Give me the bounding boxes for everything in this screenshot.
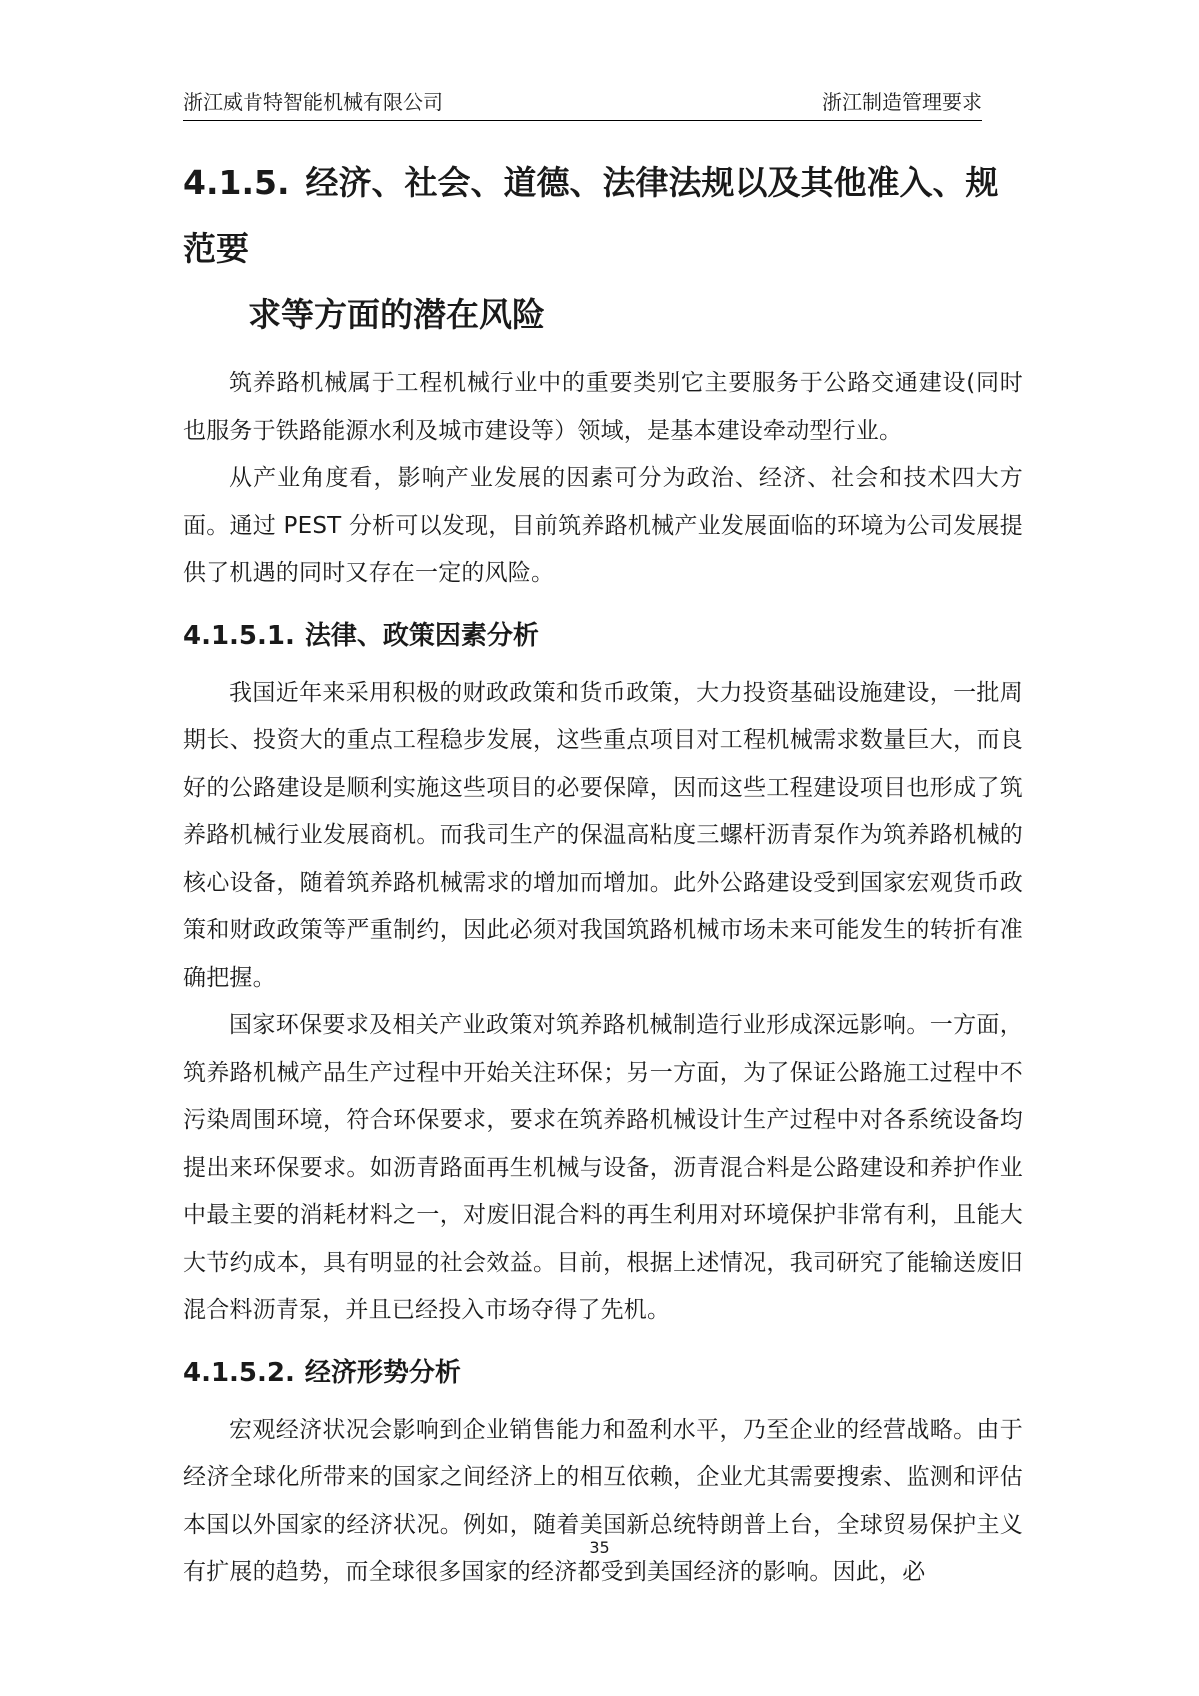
section-title-line1: 经济、社会、道德、法律法规以及其他准入、规范要 <box>183 163 999 268</box>
section-title: 法律、政策因素分析 <box>304 620 539 651</box>
section-number: 4.1.5.2. <box>183 1357 295 1388</box>
page-content <box>183 150 1023 1597</box>
header-doc-title: 浙江制造管理要求 <box>822 90 982 114</box>
section-number: 4.1.5.1. <box>183 620 295 651</box>
section-title: 经济形势分析 <box>304 1357 461 1388</box>
paragraph: 宏观经济状况会影响到企业销售能力和盈利水平，乃至企业的经营战略。由于经济全球化所带来的国家之间经济上的相互依赖，企业尤其需要搜索、监测和评估本国以外国家的经济状况。例如，随着美国新总统特朗普上台，全球贸易保护主义有扩展的趋势，而全球很多国家的经济都受到美国经济的影响。因此，必 <box>183 1416 1023 1585</box>
section-number: 4.1.5. <box>183 163 290 202</box>
section-heading-4-1-5-1 <box>183 612 1023 660</box>
page-number: 35 <box>589 1538 610 1557</box>
page-header <box>183 84 982 121</box>
header-company: 浙江威肯特智能机械有限公司 <box>183 90 443 114</box>
section-heading-4-1-5 <box>183 150 1023 348</box>
section-title-line2: 求等方面的潜在风险 <box>248 295 545 334</box>
paragraph: 国家环保要求及相关产业政策对筑养路机械制造行业形成深远影响。一方面，筑养路机械产品生产过程中开始关注环保；另一方面，为了保证公路施工过程中不污染周围环境，符合环保要求，要求在筑养路机械设计生产过程中对各系统设备均提出来环保要求。如沥青路面再生机械与设备，沥青混合料是公路建设和养护作业中最主要的消耗材料之一，对废旧混合料的再生利用对环境保护非常有利，且能大大节约成本，具有明显的社会效益。目前，根据上述情况，我司研究了能输送废旧混合料沥青泵，并且已经投入市场夺得了先机。 <box>183 1012 1023 1323</box>
section-heading-4-1-5-2 <box>183 1349 1023 1397</box>
paragraph: 从产业角度看，影响产业发展的因素可分为政治、经济、社会和技术四大方面。通过 PEST 分析可以发现，目前筑养路机械产业发展面临的环境为公司发展提供了机遇的同时又存在一定的风险。 <box>183 465 1023 586</box>
paragraph: 筑养路机械属于工程机械行业中的重要类别它主要服务于公路交通建设(同时也服务于铁路能源水利及城市建设等）领域，是基本建设牵动型行业。 <box>183 370 1023 444</box>
paragraph: 我国近年来采用积极的财政政策和货币政策，大力投资基础设施建设，一批周期长、投资大的重点工程稳步发展，这些重点项目对工程机械需求数量巨大，而良好的公路建设是顺利实施这些项目的必要保障，因而这些工程建设项目也形成了筑养路机械行业发展商机。而我司生产的保温高粘度三螺杆沥青泵作为筑养路机械的核心设备，随着筑养路机械需求的增加而增加。此外公路建设受到国家宏观货币政策和财政政策等严重制约，因此必须对我国筑路机械市场未来可能发生的转折有准确把握。 <box>183 679 1023 991</box>
